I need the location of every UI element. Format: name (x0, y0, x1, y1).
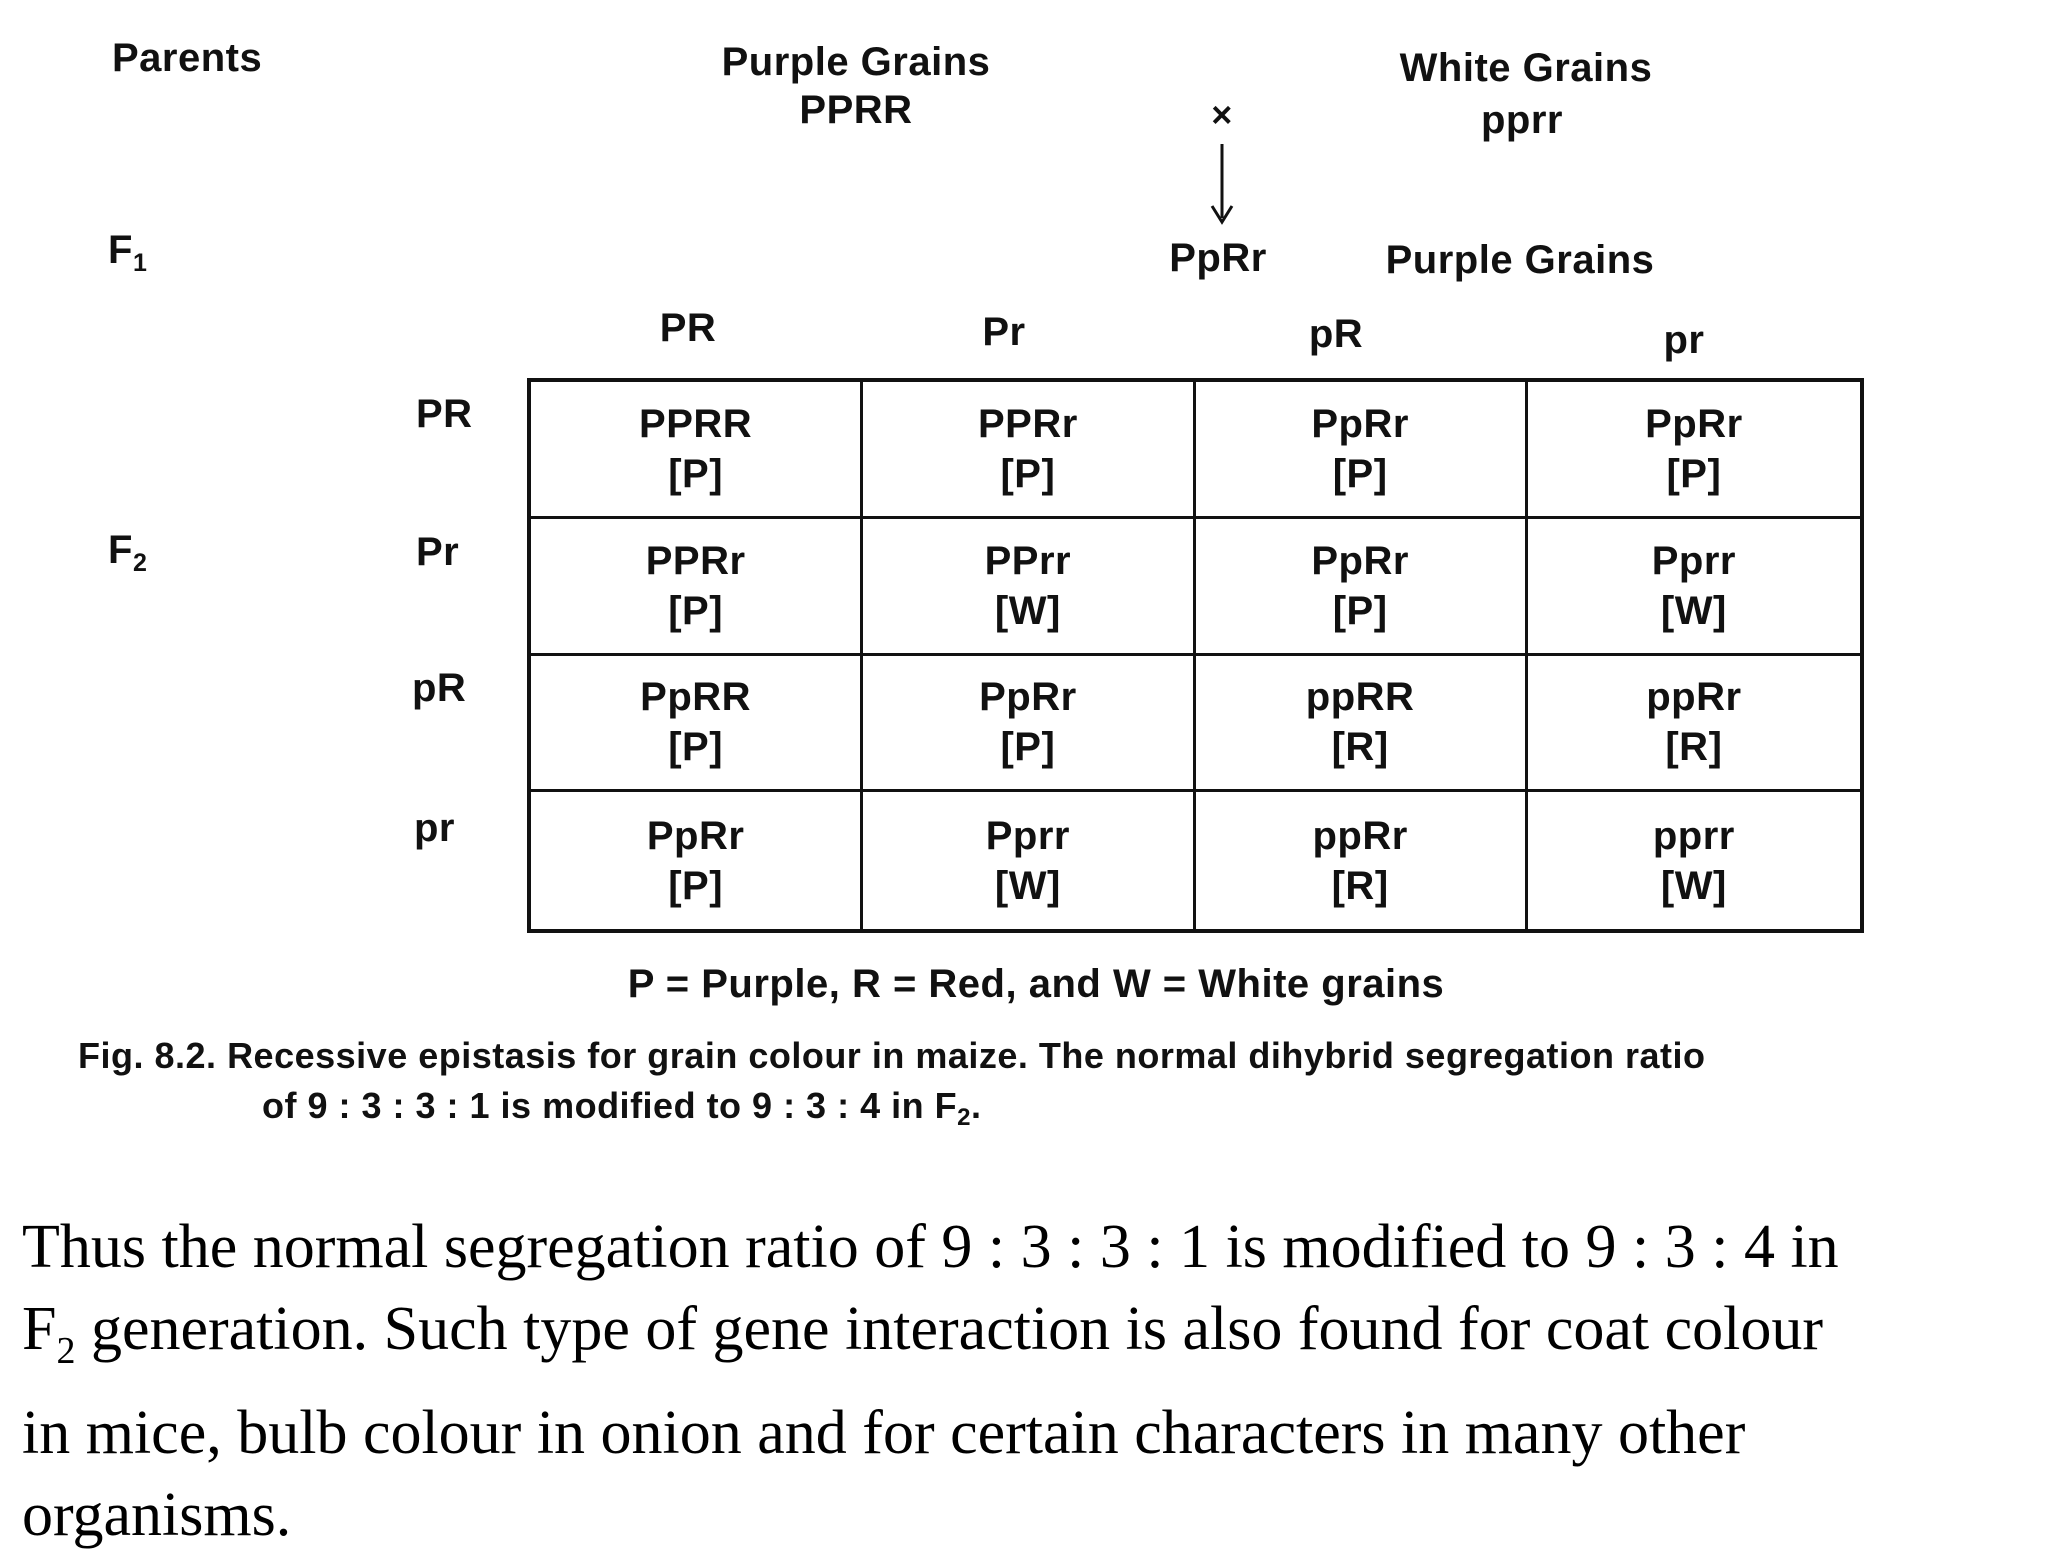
cell-phenotype: [R] (1665, 725, 1723, 770)
punnett-cell (531, 382, 863, 519)
punnett-cell (1196, 792, 1528, 929)
paragraph-f-letter: F (22, 1295, 57, 1363)
paragraph-line (22, 1288, 2032, 1392)
punnett-cell (1528, 519, 1860, 656)
gamete-row-header: pr (414, 806, 455, 850)
punnett-square (527, 378, 1864, 933)
punnett-cell (863, 792, 1195, 929)
f2-letter: F (108, 528, 133, 572)
cell-genotype: ppRr (1646, 675, 1742, 720)
cell-phenotype: [W] (1660, 588, 1727, 633)
punnett-cell (863, 519, 1195, 656)
cell-genotype: PpRr (1645, 401, 1743, 446)
cell-phenotype: [P] (668, 588, 724, 633)
f1-letter: F (108, 228, 133, 272)
cell-phenotype: [P] (668, 863, 724, 908)
cell-phenotype: [P] (1332, 588, 1388, 633)
cell-genotype: PpRR (640, 675, 752, 720)
punnett-cell (863, 656, 1195, 793)
parent-right-phenotype: White Grains (1399, 46, 1653, 90)
caption-end: . (970, 1085, 982, 1126)
punnett-cell (531, 656, 863, 793)
paragraph-line: organisms. (22, 1481, 292, 1549)
caption-text: of 9 : 3 : 3 : 1 is modified to 9 : 3 : 4 in F (262, 1085, 958, 1126)
punnett-cell (1528, 792, 1860, 929)
parent-right-genotype: pprr (1481, 98, 1563, 142)
cell-genotype: PpRr (1311, 538, 1409, 583)
figure-caption-line1 (78, 1032, 1705, 1080)
gamete-row-header: Pr (416, 530, 460, 574)
down-arrow-icon (1206, 140, 1238, 230)
cell-phenotype: [P] (668, 725, 724, 770)
cell-genotype: ppRR (1305, 675, 1415, 720)
caption-text: Recessive epistasis for grain colour in maize. The normal dihybrid segregation ratio (227, 1035, 1706, 1076)
f1-phenotype: Purple Grains (1385, 238, 1655, 282)
cell-genotype: PPRr (977, 401, 1078, 446)
paragraph-f-subscript: 2 (56, 1330, 76, 1372)
gamete-col-header: PR (659, 306, 717, 350)
f2-subscript: 2 (132, 549, 148, 577)
parent-left-genotype: PPRR (799, 88, 913, 132)
f1-genotype: PpRr (1169, 236, 1267, 280)
cross-symbol: × (1211, 94, 1233, 135)
cell-genotype: PPrr (984, 538, 1072, 583)
punnett-cell (1528, 656, 1860, 793)
cell-phenotype: [R] (1331, 725, 1389, 770)
cell-phenotype: [P] (1666, 451, 1722, 496)
gamete-row-header: PR (416, 392, 473, 436)
cell-genotype: ppRr (1312, 813, 1408, 858)
f1-label (108, 228, 147, 278)
cell-genotype: PpRr (646, 813, 745, 858)
cell-genotype: PPRR (639, 401, 753, 446)
gamete-col-header: Pr (982, 310, 1026, 354)
parent-left-phenotype: Purple Grains (721, 40, 991, 84)
f1-subscript: 1 (132, 249, 148, 277)
punnett-cell (1528, 382, 1860, 519)
body-paragraph (22, 1206, 2032, 1556)
cell-phenotype: [P] (1000, 451, 1056, 496)
cell-phenotype: [P] (1332, 451, 1388, 496)
cell-genotype: PPRr (645, 538, 746, 583)
punnett-cell (863, 382, 1195, 519)
gamete-row-header: pR (412, 666, 467, 710)
cell-phenotype: [W] (994, 863, 1061, 908)
punnett-cell (531, 792, 863, 929)
punnett-cell (1196, 519, 1528, 656)
gamete-col-header: pr (1663, 318, 1705, 362)
punnett-cell (1196, 656, 1528, 793)
caption-subscript: 2 (957, 1104, 971, 1131)
cell-phenotype: [W] (1660, 863, 1727, 908)
cell-phenotype: [R] (1331, 863, 1389, 908)
punnett-cell (531, 519, 863, 656)
figure-label: Fig. 8.2. (78, 1035, 217, 1076)
cell-phenotype: [W] (994, 588, 1061, 633)
gamete-col-header: pR (1308, 312, 1364, 356)
figure-caption-line2 (262, 1082, 981, 1142)
cell-genotype: PpRr (1311, 401, 1409, 446)
cell-genotype: Pprr (1651, 538, 1736, 583)
paragraph-text: generation. Such type of gene interaction is also found for coat colour (75, 1295, 1823, 1363)
f2-label (108, 528, 147, 578)
cell-genotype: Pprr (985, 813, 1070, 858)
paragraph-line: Thus the normal segregation ratio of 9 : 3 : 3 : 1 is modified to 9 : 3 : 4 in (22, 1213, 1839, 1281)
legend: P = Purple, R = Red, and W = White grains (627, 962, 1445, 1006)
parents-label: Parents (112, 36, 263, 80)
punnett-cell (1196, 382, 1528, 519)
paragraph-line: in mice, bulb colour in onion and for certain characters in many other (22, 1399, 1746, 1467)
cell-genotype: PpRr (979, 675, 1077, 720)
cell-phenotype: [P] (668, 451, 724, 496)
cell-phenotype: [P] (1000, 725, 1056, 770)
cell-genotype: pprr (1652, 813, 1735, 858)
